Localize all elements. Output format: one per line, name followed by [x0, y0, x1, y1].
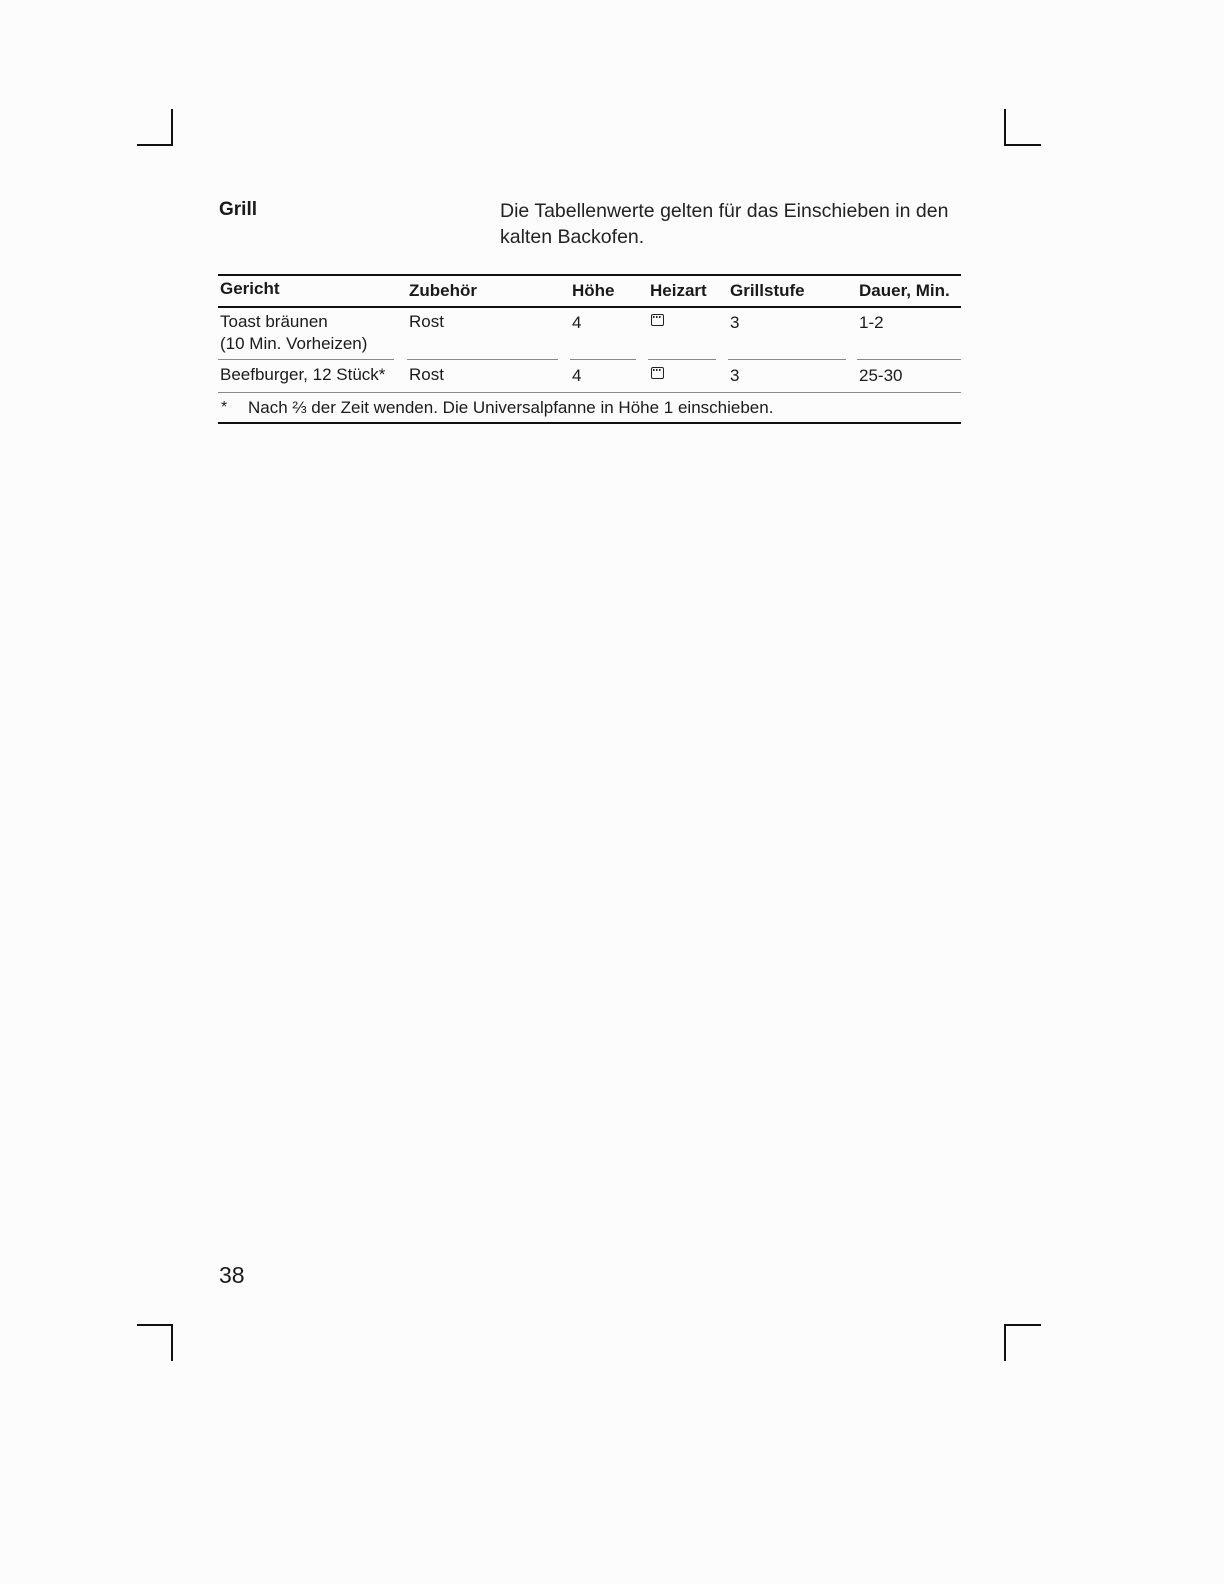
crop-mark-top-right — [1004, 109, 1006, 146]
row1-level: 4 — [572, 313, 582, 332]
row1-dish-line1: Toast bräunen — [220, 312, 328, 331]
crop-mark-bottom-left — [137, 1324, 173, 1326]
crop-mark-top-right — [1005, 144, 1041, 146]
header-level: Höhe — [572, 281, 615, 300]
row-divider — [728, 359, 846, 360]
row1-grill-level: 3 — [730, 313, 740, 332]
header-dish: Gericht — [220, 279, 280, 298]
row-divider — [407, 359, 558, 360]
header-accessory: Zubehör — [409, 281, 477, 300]
row1-dish-line2: (10 Min. Vorheizen) — [220, 334, 368, 353]
row1-duration: 1-2 — [859, 313, 884, 332]
top-grill-icon — [651, 367, 664, 379]
crop-mark-bottom-right — [1004, 1324, 1006, 1361]
row2-grill-level: 3 — [730, 366, 740, 385]
header-duration: Dauer, Min. — [859, 281, 950, 300]
row-divider — [648, 359, 716, 360]
row-divider — [218, 359, 394, 360]
footnote-marker: * — [221, 399, 228, 416]
top-grill-icon — [651, 314, 664, 326]
row-divider — [570, 359, 636, 360]
footnote-text: Nach ⅔ der Zeit wenden. Die Universalpfanne in Höhe 1 einschieben. — [248, 398, 774, 417]
row2-accessory: Rost — [409, 365, 444, 384]
crop-mark-bottom-left — [171, 1324, 173, 1361]
crop-mark-bottom-right — [1005, 1324, 1041, 1326]
crop-mark-top-left — [171, 109, 173, 146]
table-top-rule — [218, 274, 961, 276]
row2-dish: Beefburger, 12 Stück* — [220, 365, 386, 384]
section-title: Grill — [219, 199, 258, 220]
row2-level: 4 — [572, 366, 582, 385]
header-heating: Heizart — [650, 281, 707, 300]
header-grill-level: Grillstufe — [730, 281, 805, 300]
intro-text: Die Tabellenwerte gelten für das Einschieben in den kalten Backofen. — [500, 200, 949, 248]
row1-accessory: Rost — [409, 312, 444, 331]
footnote-rule — [218, 392, 961, 393]
row-divider — [857, 359, 961, 360]
table-header-rule — [218, 306, 961, 308]
row2-duration: 25-30 — [859, 366, 903, 385]
table-bottom-rule — [218, 422, 961, 424]
crop-mark-top-left — [137, 144, 173, 146]
page-number: 38 — [219, 1262, 245, 1288]
